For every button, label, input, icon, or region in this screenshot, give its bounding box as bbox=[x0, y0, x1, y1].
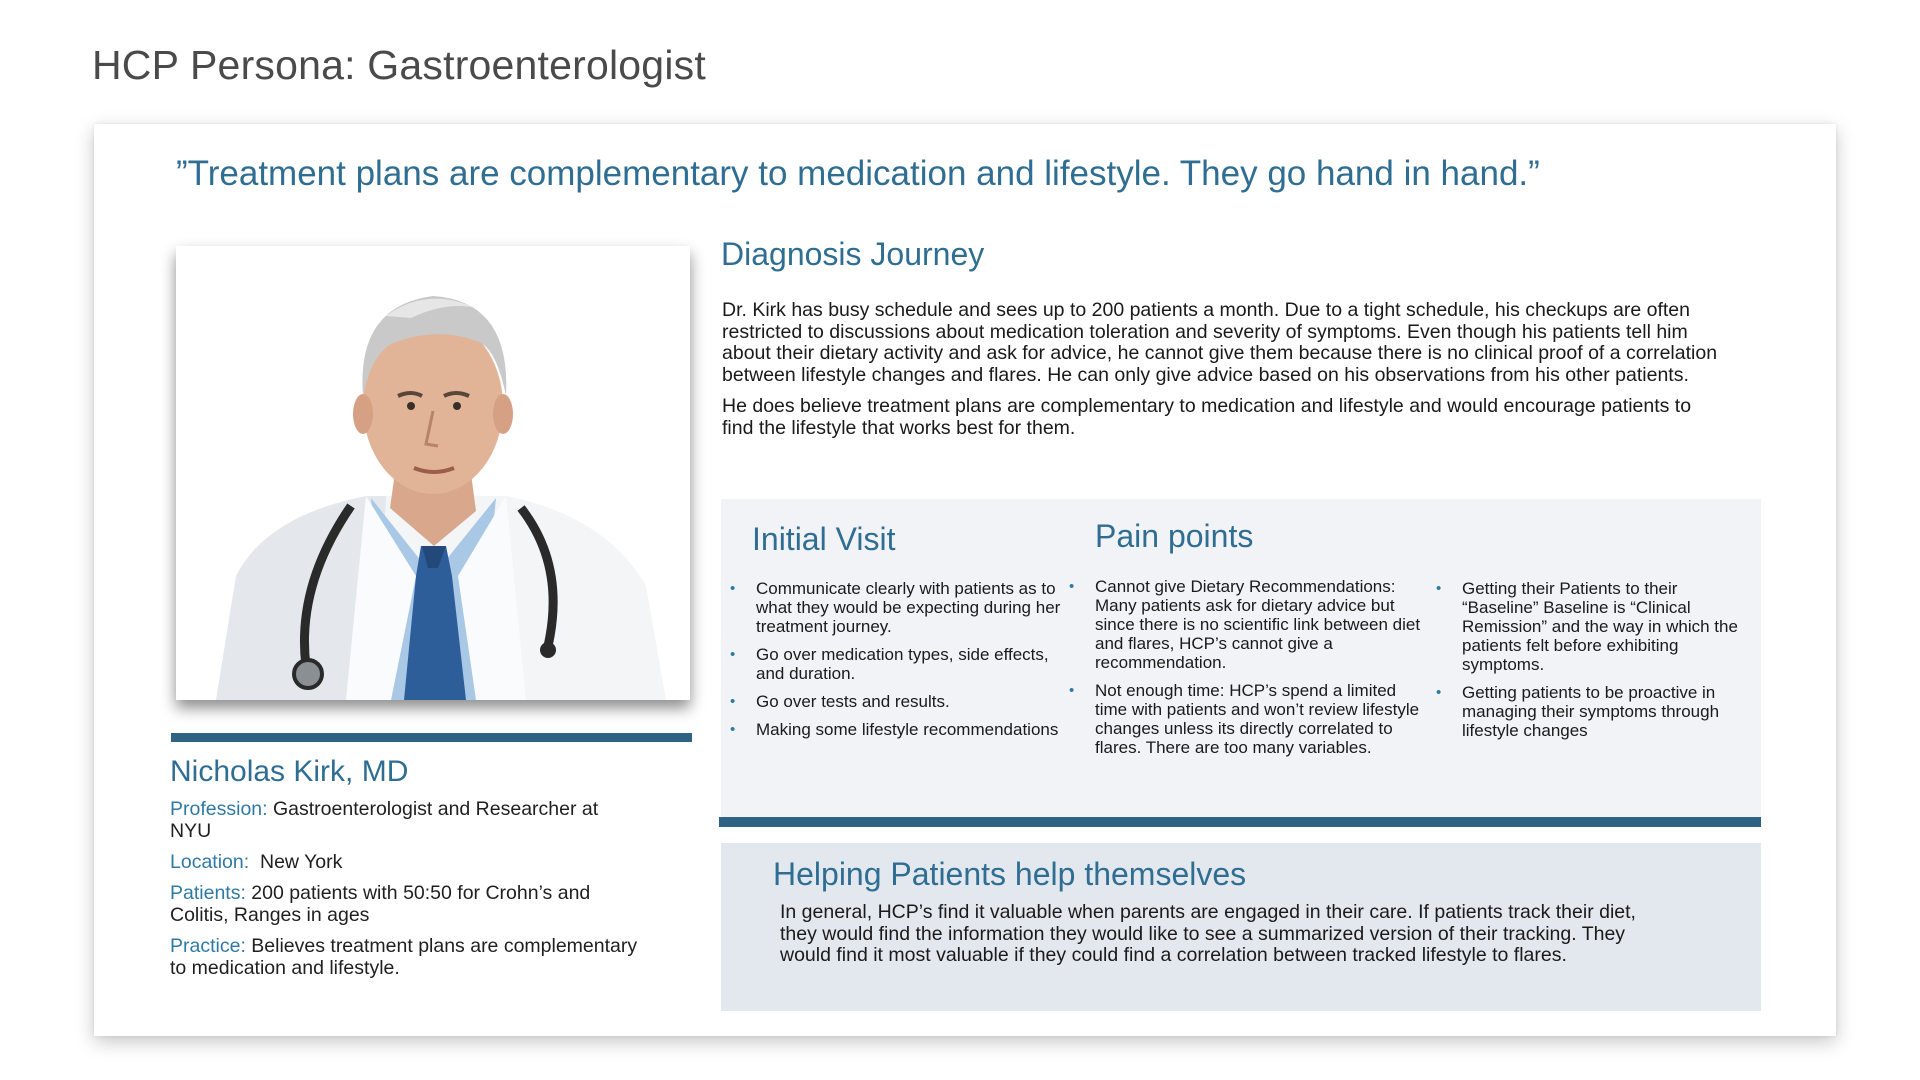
helping-patients-heading: Helping Patients help themselves bbox=[773, 856, 1247, 892]
bullet-icon: • bbox=[730, 693, 736, 710]
bullet-icon: • bbox=[730, 646, 736, 663]
list-item: • Cannot give Dietary Recommendations: Many patients ask for dietary advice but since there is no scientific link between diet and flares, HCP’s cannot give a recommendation. bbox=[1069, 577, 1421, 672]
profile-name: Nicholas Kirk, MD bbox=[170, 755, 409, 788]
diagnosis-paragraph: Dr. Kirk has busy schedule and sees up to 200 patients a month. Due to a tight schedule, his checkups are often restricted to discussions about medication toleration and severity of symptoms. Even though his patients tell him about their dietary activity and ask for advice, he cannot give them because there is no clinical proof of a correlation between lifestyle changes and flares. He can only give advice based on his observations from his other patients. bbox=[722, 299, 1718, 386]
page-title: HCP Persona: Gastroenterologist bbox=[92, 42, 706, 88]
persona-quote: ”Treatment plans are complementary to medication and lifestyle. They go hand in hand.” bbox=[176, 154, 1540, 193]
helping-patients-text: In general, HCP’s find it valuable when parents are engaged in their care. If patients track their diet, they would find the information they would like to see a summarized version of their tracking. They would find it most valuable if they could find a correlation between tracked lifestyle to flares. bbox=[780, 901, 1636, 966]
list-item: • Go over tests and results. bbox=[730, 692, 950, 711]
profile-field-value: 200 patients with 50:50 for Crohn’s and Colitis, Ranges in ages bbox=[170, 882, 591, 926]
list-item: • Getting their Patients to their “Baseline” Baseline is “Clinical Remission” and the way in which the patients felt before exhibiting symptoms. bbox=[1436, 579, 1738, 674]
list-item: • Communicate clearly with patients as to what they would be expecting during her treatment journey. bbox=[730, 579, 1061, 636]
profile-divider bbox=[171, 733, 692, 742]
bullet-icon: • bbox=[1069, 578, 1075, 595]
bullet-icon: • bbox=[1436, 580, 1442, 597]
bullet-icon: • bbox=[730, 580, 736, 597]
profile-field-value: Believes treatment plans are complementary to medication and lifestyle. bbox=[170, 935, 638, 979]
profile-field-label: Location: bbox=[170, 851, 250, 873]
profile-profession bbox=[170, 798, 640, 842]
profile-patients bbox=[170, 882, 640, 926]
list-item: • Making some lifestyle recommendations bbox=[730, 720, 1059, 739]
diagnosis-journey-text bbox=[722, 300, 1722, 449]
profile-details bbox=[170, 798, 640, 988]
list-item: • Getting patients to be proactive in managing their symptoms through lifestyle changes bbox=[1436, 683, 1720, 740]
profile-field-label: Patients: bbox=[170, 882, 246, 904]
diagnosis-paragraph: He does believe treatment plans are complementary to medication and lifestyle and would encourage patients to find the lifestyle that works best for them. bbox=[722, 395, 1692, 439]
profile-field-label: Practice: bbox=[170, 935, 246, 957]
profile-field-value: Gastroenterologist and Researcher at NYU bbox=[170, 798, 599, 842]
bullet-icon: • bbox=[1069, 682, 1075, 699]
bullet-icon: • bbox=[730, 721, 736, 738]
list-item: • Go over medication types, side effects, and duration. bbox=[730, 645, 1049, 683]
pain-points-heading: Pain points bbox=[1095, 518, 1254, 554]
profile-practice bbox=[170, 935, 640, 979]
list-item: • Not enough time: HCP’s spend a limited time with patients and won’t review lifestyle changes unless its directly correlated to flares. There are too many variables. bbox=[1069, 681, 1420, 757]
bullet-icon: • bbox=[1436, 684, 1442, 701]
initial-visit-list bbox=[730, 579, 1066, 748]
panel-divider bbox=[719, 817, 1761, 827]
pain-points-list bbox=[1069, 577, 1425, 766]
profile-location bbox=[170, 851, 640, 873]
doctor-portrait-icon bbox=[176, 246, 690, 700]
profile-field-value: New York bbox=[249, 851, 343, 873]
profile-field-label: Profession: bbox=[170, 798, 268, 820]
pain-points-list-right bbox=[1436, 579, 1754, 749]
doctor-photo bbox=[176, 246, 690, 700]
diagnosis-journey-heading: Diagnosis Journey bbox=[721, 236, 985, 272]
initial-visit-heading: Initial Visit bbox=[752, 521, 896, 557]
